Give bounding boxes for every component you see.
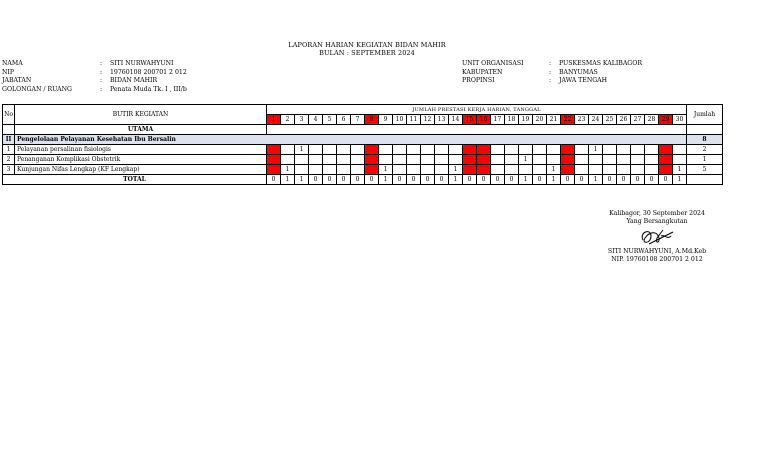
empty-cell (547, 125, 561, 135)
day-cell (491, 165, 505, 175)
identity-row-nip (2, 69, 187, 78)
day-cell (575, 155, 589, 165)
empty-cell (295, 125, 309, 135)
day-header: 11 (407, 115, 421, 125)
day-header: 6 (337, 115, 351, 125)
day-cell (519, 165, 533, 175)
day-cell (295, 165, 309, 175)
day-header: 27 (631, 115, 645, 125)
day-value: 1 (519, 155, 533, 165)
identity-key: GOLONGAN / RUANG (2, 86, 72, 94)
day-header: 10 (393, 115, 407, 125)
day-value: 1 (589, 145, 603, 155)
day-cell (421, 145, 435, 155)
day-value: 1 (281, 165, 295, 175)
day-header: 15 (463, 115, 477, 125)
total-value: 0 (505, 175, 519, 185)
col-no-header: No (3, 105, 15, 125)
day-cell (659, 155, 673, 165)
identity-key: NAMA (2, 60, 23, 67)
day-header: 18 (505, 115, 519, 125)
day-cell (659, 165, 673, 175)
day-cell (603, 155, 617, 165)
total-value: 0 (435, 175, 449, 185)
total-value: 1 (673, 175, 687, 185)
empty-cell (533, 125, 547, 135)
identity-value: BANYUMAS (559, 68, 598, 76)
identity-row-nama (2, 60, 187, 69)
day-header: 22 (561, 115, 575, 125)
col-jumlah-header: Jumlah (687, 105, 723, 125)
colon: : (549, 68, 552, 76)
empty-cell (323, 125, 337, 135)
total-value: 1 (281, 175, 295, 185)
identity-key: PROPINSI (462, 77, 495, 85)
day-header: 29 (659, 115, 673, 125)
day-cell (631, 145, 645, 155)
colon: : (100, 77, 103, 85)
signature-place-date: Kalibagor, 30 September 2024 (609, 210, 705, 217)
colon: : (549, 60, 552, 67)
identity-row-golongan (2, 86, 187, 95)
section-label: Pengelolaan Pelayanan Kesehatan Ibu Bersalin (15, 135, 687, 145)
day-cell (561, 165, 575, 175)
empty-cell (393, 125, 407, 135)
row-total: 2 (687, 145, 723, 155)
day-cell (519, 145, 533, 155)
colon: : (100, 86, 103, 94)
total-value: 1 (589, 175, 603, 185)
day-cell (323, 155, 337, 165)
colon: : (100, 68, 103, 76)
empty-cell (379, 125, 393, 135)
day-cell (281, 145, 295, 155)
empty-cell (617, 125, 631, 135)
day-cell (337, 165, 351, 175)
colon: : (100, 60, 103, 67)
day-cell (505, 165, 519, 175)
day-cell (421, 155, 435, 165)
total-label: TOTAL (3, 175, 267, 185)
total-value: 0 (309, 175, 323, 185)
day-header: 2 (281, 115, 295, 125)
identity-key: KABUPATEN (462, 68, 503, 76)
empty-cell (631, 125, 645, 135)
day-cell (673, 155, 687, 165)
section-total: 8 (687, 135, 723, 145)
empty-cell (463, 125, 477, 135)
total-value: 0 (561, 175, 575, 185)
empty-cell (3, 125, 15, 135)
day-cell (337, 145, 351, 155)
day-cell (561, 145, 575, 155)
day-header: 23 (575, 115, 589, 125)
empty-cell (659, 125, 673, 135)
total-value: 0 (533, 175, 547, 185)
day-cell (617, 155, 631, 165)
total-value: 0 (463, 175, 477, 185)
table-row (3, 155, 723, 165)
day-cell (533, 165, 547, 175)
total-value: 1 (547, 175, 561, 185)
total-value: 0 (351, 175, 365, 185)
total-value: 0 (337, 175, 351, 185)
day-header: 21 (547, 115, 561, 125)
day-cell (505, 155, 519, 165)
identity-key: JABATAN (2, 77, 32, 85)
day-header: 5 (323, 115, 337, 125)
total-value: 0 (393, 175, 407, 185)
day-header: 19 (519, 115, 533, 125)
identity-row-propinsi (462, 77, 642, 86)
identity-value: SITI NURWAHYUNI (110, 60, 174, 67)
day-cell (267, 145, 281, 155)
identity-value: Penata Muda Tk. I , III/b (110, 86, 187, 94)
day-header: 9 (379, 115, 393, 125)
empty-cell (603, 125, 617, 135)
day-cell (561, 155, 575, 165)
day-cell (267, 155, 281, 165)
day-cell (617, 145, 631, 155)
day-cell (309, 165, 323, 175)
day-header: 3 (295, 115, 309, 125)
day-header: 24 (589, 115, 603, 125)
day-cell (477, 155, 491, 165)
day-cell (323, 165, 337, 175)
identity-right (462, 60, 642, 86)
day-cell (365, 155, 379, 165)
day-cell (631, 165, 645, 175)
day-value: 1 (547, 165, 561, 175)
signature-scribble (637, 226, 677, 248)
identity-row-unit (462, 60, 642, 69)
empty-cell (673, 125, 687, 135)
row-no: 2 (3, 155, 15, 165)
empty-cell (309, 125, 323, 135)
day-cell (365, 145, 379, 155)
identity-value: JAWA TENGAH (559, 77, 608, 85)
empty-cell (505, 125, 519, 135)
day-cell (645, 165, 659, 175)
total-value: 0 (617, 175, 631, 185)
table-row (3, 165, 723, 175)
day-cell (463, 165, 477, 175)
activity-table (2, 104, 723, 185)
report-title: LAPORAN HARIAN KEGIATAN BIDAN MAHIR (288, 41, 446, 49)
day-cell (673, 145, 687, 155)
total-value: 0 (491, 175, 505, 185)
total-value: 1 (379, 175, 393, 185)
row-no: 3 (3, 165, 15, 175)
day-value: 1 (673, 165, 687, 175)
day-header: 17 (491, 115, 505, 125)
total-value: 1 (295, 175, 309, 185)
row-total: 5 (687, 165, 723, 175)
day-cell (337, 155, 351, 165)
day-cell (659, 145, 673, 155)
empty-cell (407, 125, 421, 135)
signature-name: SITI NURWAHYUNI, A.Md.Keb (607, 248, 707, 255)
day-header: 1 (267, 115, 281, 125)
day-cell (547, 155, 561, 165)
day-cell (645, 155, 659, 165)
total-value: 0 (323, 175, 337, 185)
day-value: 1 (449, 165, 463, 175)
day-cell (449, 155, 463, 165)
section-no: II (3, 135, 15, 145)
day-cell (603, 145, 617, 155)
empty-cell (519, 125, 533, 135)
day-cell (533, 155, 547, 165)
empty-cell (477, 125, 491, 135)
day-cell (407, 165, 421, 175)
day-cell (393, 165, 407, 175)
day-cell (589, 155, 603, 165)
utama-label: UTAMA (15, 125, 267, 135)
day-header: 7 (351, 115, 365, 125)
day-cell (267, 165, 281, 175)
day-cell (379, 145, 393, 155)
day-header: 14 (449, 115, 463, 125)
day-cell (309, 155, 323, 165)
day-cell (449, 145, 463, 155)
day-cell (435, 155, 449, 165)
day-cell (351, 155, 365, 165)
day-cell (645, 145, 659, 155)
col-harian-header: JUMLAH PRESTASI KERJA HARIAN, TANGGAL (267, 105, 687, 115)
row-label: Penanganan Komplikasi Obstetrik (15, 155, 267, 165)
day-header: 26 (617, 115, 631, 125)
total-value: 0 (659, 175, 673, 185)
day-cell (393, 145, 407, 155)
signature-block (592, 210, 722, 264)
row-label: Pelayanan persalinan fisiologis (15, 145, 267, 155)
day-header: 30 (673, 115, 687, 125)
day-cell (491, 155, 505, 165)
day-cell (617, 165, 631, 175)
empty-cell (589, 125, 603, 135)
identity-key: UNIT ORGANISASI (462, 60, 524, 67)
total-row (3, 175, 723, 185)
table-row (3, 145, 723, 155)
empty-cell (687, 125, 723, 135)
total-value: 0 (267, 175, 281, 185)
day-cell (421, 165, 435, 175)
identity-value: BIDAN MAHIR (110, 77, 158, 85)
total-value: 0 (631, 175, 645, 185)
day-cell (295, 155, 309, 165)
day-cell (575, 165, 589, 175)
empty-cell (449, 125, 463, 135)
empty-cell (365, 125, 379, 135)
day-cell (323, 145, 337, 155)
colon: : (549, 77, 552, 85)
day-cell (603, 165, 617, 175)
day-header: 16 (477, 115, 491, 125)
day-cell (477, 145, 491, 155)
report-subtitle: BULAN : SEPTEMBER 2024 (319, 49, 415, 57)
identity-row-jabatan (2, 77, 187, 86)
section-row (3, 135, 723, 145)
day-cell (547, 145, 561, 155)
row-no: 1 (3, 145, 15, 155)
identity-key: NIP (2, 68, 15, 76)
day-cell (589, 165, 603, 175)
day-cell (435, 165, 449, 175)
total-value: 0 (645, 175, 659, 185)
day-cell (351, 165, 365, 175)
day-cell (379, 155, 393, 165)
total-value: 0 (603, 175, 617, 185)
day-cell (407, 145, 421, 155)
day-cell (407, 155, 421, 165)
day-cell (351, 145, 365, 155)
empty-cell (351, 125, 365, 135)
row-label: Kunjungan Nifas Lengkap (KF Lengkap) (15, 165, 267, 175)
day-cell (435, 145, 449, 155)
day-cell (575, 145, 589, 155)
identity-row-kabupaten (462, 69, 642, 78)
day-cell (491, 145, 505, 155)
empty-cell (421, 125, 435, 135)
identity-value: 19760108 200701 2 012 (110, 68, 187, 76)
day-header: 4 (309, 115, 323, 125)
day-cell (365, 165, 379, 175)
identity-left (2, 60, 187, 95)
identity-value: PUSKESMAS KALIBAGOR (559, 60, 642, 67)
empty-cell (561, 125, 575, 135)
day-header: 8 (365, 115, 379, 125)
day-cell (477, 165, 491, 175)
empty-cell (435, 125, 449, 135)
day-cell (505, 145, 519, 155)
total-value: 0 (421, 175, 435, 185)
total-value: 0 (365, 175, 379, 185)
signature-nip: NIP. 19760108 200701 2 012 (611, 256, 703, 263)
total-value: 0 (575, 175, 589, 185)
empty-cell (267, 125, 281, 135)
header-row (3, 105, 723, 115)
total-value: 1 (519, 175, 533, 185)
day-header: 28 (645, 115, 659, 125)
day-header: 12 (421, 115, 435, 125)
day-cell (463, 155, 477, 165)
total-value: 0 (407, 175, 421, 185)
utama-row (3, 125, 723, 135)
signature-role: Yang Bersangkutan (626, 218, 688, 225)
day-header: 13 (435, 115, 449, 125)
empty-cell (645, 125, 659, 135)
day-cell (631, 155, 645, 165)
empty-cell (337, 125, 351, 135)
empty-cell (281, 125, 295, 135)
day-cell (393, 155, 407, 165)
day-cell (533, 145, 547, 155)
day-value: 1 (295, 145, 309, 155)
empty-cell (491, 125, 505, 135)
col-butir-header: BUTIR KEGIATAN (15, 105, 267, 125)
total-value: 1 (449, 175, 463, 185)
day-value: 1 (379, 165, 393, 175)
empty-cell (687, 175, 723, 185)
total-value: 0 (477, 175, 491, 185)
empty-cell (575, 125, 589, 135)
day-cell (309, 145, 323, 155)
day-cell (281, 155, 295, 165)
day-header: 20 (533, 115, 547, 125)
day-header: 25 (603, 115, 617, 125)
day-cell (463, 145, 477, 155)
handwritten-signature (592, 226, 722, 248)
row-total: 1 (687, 155, 723, 165)
